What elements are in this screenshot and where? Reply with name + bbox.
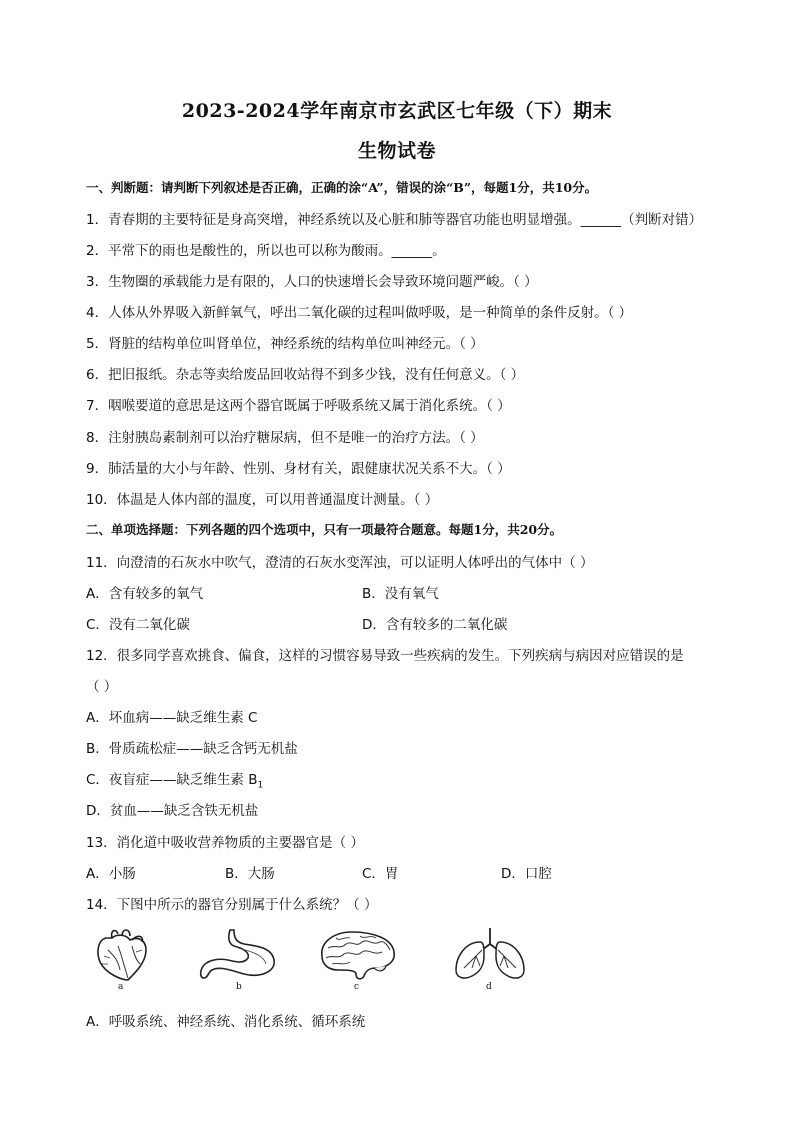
page-subtitle: 生物试卷 [357,140,436,162]
question-12-blank: （ ） [86,679,118,695]
q12-option-c [86,768,263,791]
q13-option-a: A．小肠 [86,866,136,882]
q14-option-a: A．呼吸系统、神经系统、消化系统、循环系统 [86,1014,366,1030]
q11-option-d: D．含有较多的二氧化碳 [362,617,508,633]
q11-option-a: A．含有较多的氧气 [86,586,204,602]
question-2: 2．平常下的雨也是酸性的，所以也可以称为酸雨。______。 [86,243,446,259]
q12-option-a: A．坏血病——缺乏维生素 C [86,710,258,726]
page-title: 2023-2024学年南京市玄武区七年级（下）期末 [181,100,613,122]
question-7: 7．咽喉要道的意思是这两个器官既属于呼吸系统又属于消化系统。（ ） [86,398,511,414]
question-13: 13．消化道中吸收营养物质的主要器官是（ ） [86,835,364,851]
figure-label-b: b [236,982,242,992]
figure-label-c: c [354,982,360,992]
q12-option-d: D．贫血——缺乏含铁无机盐 [86,803,259,819]
question-3: 3．生物圈的承载能力是有限的，人口的快速增长会导致环境问题严峻。（ ） [86,274,538,290]
question-6: 6．把旧报纸。杂志等卖给废品回收站得不到多少钱，没有任何意义。（ ） [86,367,525,383]
figure-label-a: a [118,982,124,992]
stomach-icon [198,926,282,982]
question-11: 11．向澄清的石灰水中吹气，澄清的石灰水变浑浊，可以证明人体呼出的气体中（ ） [86,555,594,571]
brain-icon [316,926,400,982]
question-8: 8．注射胰岛素制剂可以治疗糖尿病，但不是唯一的治疗方法。（ ） [86,430,484,446]
q12-option-c-text: C．夜盲症——缺乏维生素 B [86,772,258,788]
q13-option-b: B．大肠 [225,866,275,882]
organ-figures [86,926,546,996]
q12-option-b: B．骨质疏松症——缺乏含钙无机盐 [86,741,298,757]
heart-icon [88,926,158,982]
section2-heading: 二、单项选择题：下列各题的四个选项中，只有一项最符合题意。每题1分，共20分。 [86,522,563,537]
section1-heading: 一、判断题：请判断下列叙述是否正确，正确的涂“A”，错误的涂“B”，每题1分，共10分。 [86,180,598,195]
question-5: 5．肾脏的结构单位叫肾单位，神经系统的结构单位叫神经元。（ ） [86,336,484,352]
question-4: 4．人体从外界吸入新鲜氧气，呼出二氧化碳的过程叫做呼吸，是一种简单的条件反射。（ ） [86,305,633,321]
question-1: 1．青春期的主要特征是身高突增，神经系统以及心脏和肺等器官功能也明显增强。______（判断对错） [86,212,703,228]
q12-option-c-subscript: 1 [257,780,264,791]
q11-option-c: C．没有二氧化碳 [86,617,190,633]
q11-option-b: B．没有氧气 [362,586,439,602]
question-12: 12．很多同学喜欢挑食、偏食，这样的习惯容易导致一些疾病的发生。下列疾病与病因对应错误的是 [86,648,684,664]
question-9: 9．肺活量的大小与年龄、性别、身材有关，跟健康状况关系不大。（ ） [86,461,511,477]
question-14: 14．下图中所示的器官分别属于什么系统？（ ） [86,897,378,913]
figure-label-d: d [486,982,492,992]
lungs-icon [450,926,530,982]
question-10: 10．体温是人体内部的温度，可以用普通温度计测量。（ ） [86,492,439,508]
q13-option-c: C．胃 [362,866,399,882]
q13-option-d: D．口腔 [501,866,552,882]
